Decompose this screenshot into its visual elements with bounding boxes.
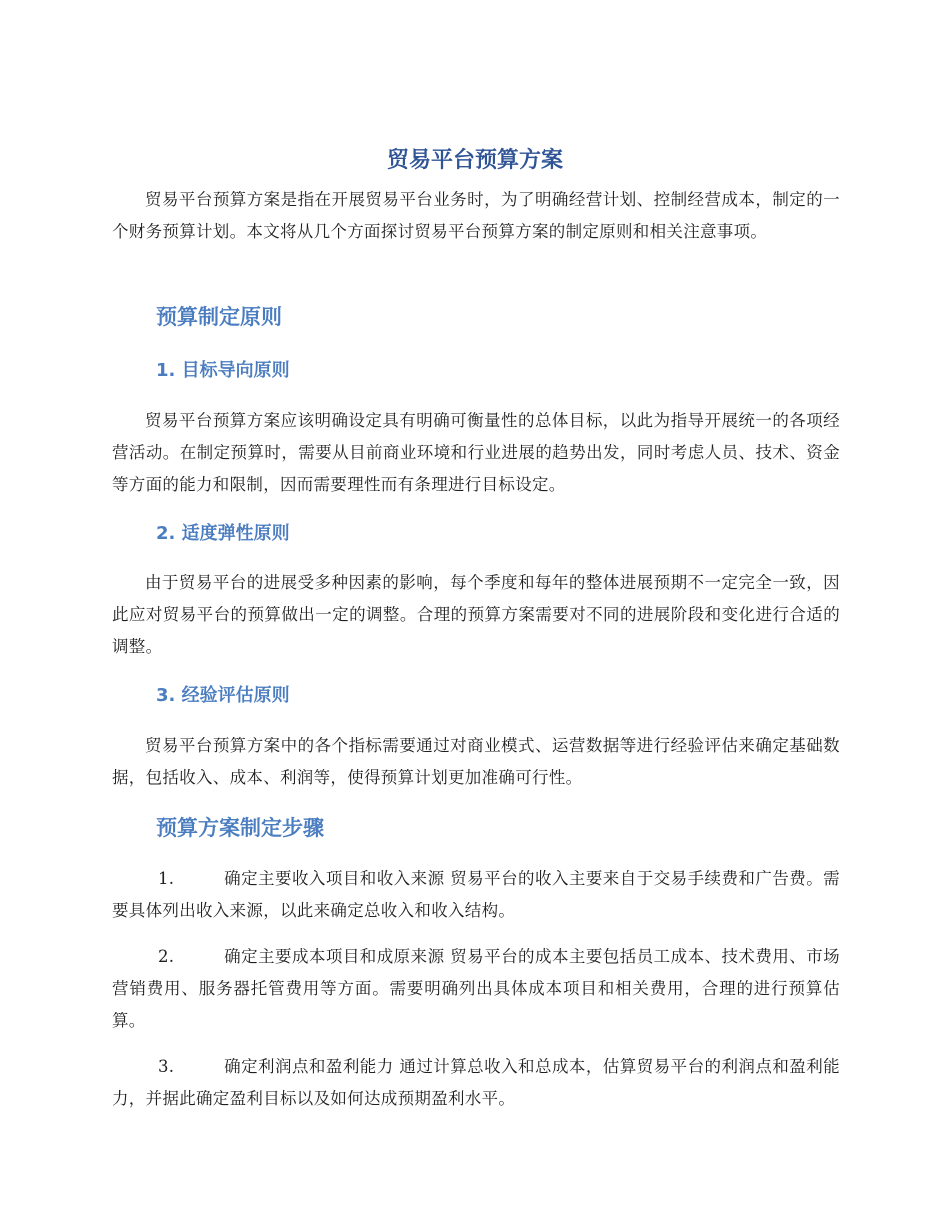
principle-text-3: 贸易平台预算方案中的各个指标需要通过对商业模式、运营数据等进行经验评估来确定基础数据，包括收入、成本、利润等，使得预算计划更加准确可行性。 (112, 736, 840, 787)
principle-heading-1: 1. 目标导向原则 (156, 360, 290, 381)
step-item-3 (112, 1051, 840, 1115)
principle-heading-3: 3. 经验评估原则 (156, 685, 290, 706)
step-number: 2. (158, 947, 175, 966)
principle-text-1: 贸易平台预算方案应该明确设定具有明确可衡量性的总体目标，以此为指导开展统一的各项经营活动。在制定预算时，需要从目前商业环境和行业进展的趋势出发，同时考虑人员、技术、资金等方面的能力和限制，因而需要理性而有条理进行目标设定。 (112, 411, 840, 494)
section-heading-principles: 预算制定原则 (156, 305, 282, 329)
intro-paragraph: 贸易平台预算方案是指在开展贸易平台业务时，为了明确经营计划、控制经营成本，制定的一个财务预算计划。本文将从几个方面探讨贸易平台预算方案的制定原则和相关注意事项。 (112, 190, 840, 241)
principle-heading-2: 2. 适度弹性原则 (156, 523, 290, 544)
section-heading-steps: 预算方案制定步骤 (156, 816, 324, 840)
step-item-1 (112, 863, 840, 927)
principle-text-2: 由于贸易平台的进展受多种因素的影响，每个季度和每年的整体进展预期不一定完全一致，因此应对贸易平台的预算做出一定的调整。合理的预算方案需要对不同的进展阶段和变化进行合适的调整。 (112, 573, 840, 656)
step-item-2 (112, 941, 840, 1037)
step-text: 确定利润点和盈利能力 通过计算总收入和总成本，估算贸易平台的利润点和盈利能力，并据此确定盈利目标以及如何达成预期盈利水平。 (112, 1057, 840, 1108)
step-number: 1. (158, 869, 175, 888)
step-text: 确定主要收入项目和收入来源 贸易平台的收入主要来自于交易手续费和广告费。需要具体列出收入来源，以此来确定总收入和收入结构。 (112, 869, 840, 920)
step-text: 确定主要成本项目和成原来源 贸易平台的成本主要包括员工成本、技术费用、市场营销费用、服务器托管费用等方面。需要明确列出具体成本项目和相关费用，合理的进行预算估算。 (112, 947, 840, 1030)
document-title: 贸易平台预算方案 (386, 148, 563, 173)
step-number: 3. (158, 1057, 175, 1076)
